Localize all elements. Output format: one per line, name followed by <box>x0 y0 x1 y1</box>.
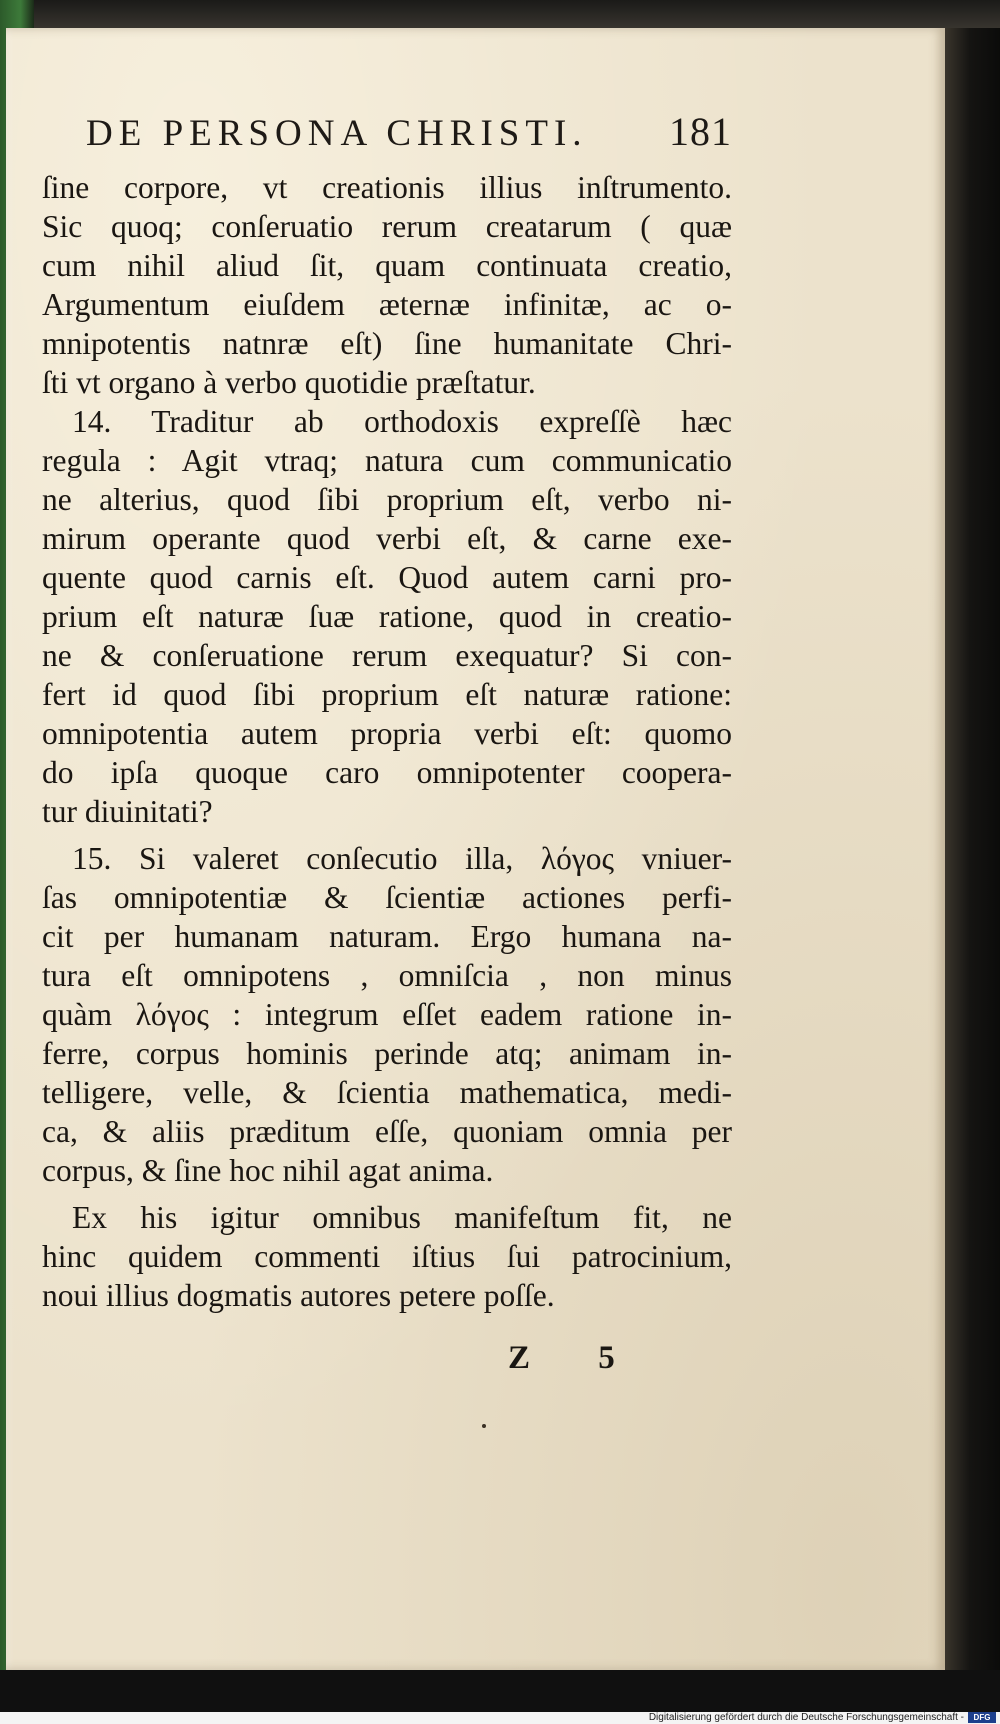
text-line: ſine corpore, vt creationis illius inſtrumento. <box>42 170 732 205</box>
text-line: prium eſt naturæ ſuæ ratione, quod in creatio- <box>42 599 732 634</box>
running-header <box>42 108 732 168</box>
text-line: ſti vt organo à verbo quotidie præſtatur. <box>42 365 536 400</box>
text-line: do ipſa quoque caro omnipotenter coopera- <box>42 755 732 790</box>
text-line: tur diuinitati? <box>42 794 213 829</box>
paragraph-15-start: 15. Si valeret conſecutio illa, λόγος vniuer- <box>72 841 732 876</box>
page-edge-shadow <box>945 28 1000 1670</box>
running-head: DE PERSONA CHRISTI. <box>86 113 588 154</box>
text-line: mirum operante quod verbi eſt, & carne exe- <box>42 521 732 556</box>
paragraph-14-start: 14. Traditur ab orthodoxis expreſſè hæc <box>72 404 732 439</box>
digitization-credit: Digitalisierung gefördert durch die Deutsche Forschungsgemeinschaft - <box>648 1712 964 1723</box>
text-line: ne alterius, quod ſibi proprium eſt, verbo ni- <box>42 482 732 517</box>
text-line: ferre, corpus hominis perinde atq; animam in- <box>42 1036 732 1071</box>
text-line: tura eſt omnipotens , omniſcia , non minus <box>42 958 732 993</box>
top-shadow <box>34 0 1000 30</box>
text-line: telligere, velle, & ſcientia mathematica, medi- <box>42 1075 732 1110</box>
text-line: quente quod carnis eſt. Quod autem carni pro- <box>42 560 732 595</box>
text-line: quàm λόγος : integrum eſſet eadem ratione in- <box>42 997 732 1032</box>
text-line: ſas omnipotentiæ & ſcientiæ actiones perfi- <box>42 880 732 915</box>
text-line: mnipotentis natnræ eſt) ſine humanitate Chri- <box>42 326 732 361</box>
dfg-logo: DFG <box>968 1712 996 1723</box>
text-line: ne & conſeruatione rerum exequatur? Si con- <box>42 638 732 673</box>
text-line: fert id quod ſibi proprium eſt naturæ ratione: <box>42 677 732 712</box>
text-line: hinc quidem commenti iſtius ſui patrocinium, <box>42 1239 732 1274</box>
text-line: cum nihil aliud ſit, quam continuata creatio, <box>42 248 732 283</box>
text-line: Argumentum eiuſdem æternæ infinitæ, ac o- <box>42 287 732 322</box>
final-paragraph-start: Ex his igitur omnibus manifeſtum fit, ne <box>72 1200 732 1235</box>
page-number: 181 <box>669 109 732 154</box>
signature-mark: Z 5 <box>508 1340 645 1376</box>
text-line: cit per humanam naturam. Ergo humana na- <box>42 919 732 954</box>
paper-speck <box>482 1424 486 1428</box>
text-line: noui illius dogmatis autores petere poſſe. <box>42 1278 555 1313</box>
text-line: corpus, & ſine hoc nihil agat anima. <box>42 1153 494 1188</box>
text-line: ca, & aliis præditum eſſe, quoniam omnia per <box>42 1114 732 1149</box>
text-line: regula : Agit vtraq; natura cum communicatio <box>42 443 732 478</box>
page-text <box>42 108 732 1315</box>
bottom-shadow <box>0 1670 1000 1712</box>
text-line: Sic quoq; conſeruatio rerum creatarum ( quæ <box>42 209 732 244</box>
text-line: omnipotentia autem propria verbi eſt: quomo <box>42 716 732 751</box>
